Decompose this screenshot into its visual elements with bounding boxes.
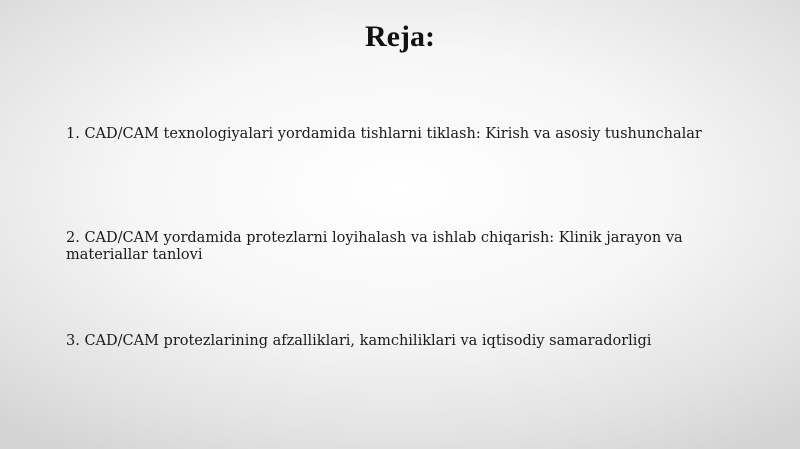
agenda-item-2: 2. CAD/CAM yordamida protezlarni loyihalash va ishlab chiqarish: Klinik jarayon va materiallar tanlovi bbox=[66, 230, 683, 263]
slide-title: Reja: bbox=[365, 20, 435, 53]
agenda-item-3: 3. CAD/CAM protezlarining afzalliklari, kamchiliklari va iqtisodiy samaradorligi bbox=[66, 333, 652, 349]
agenda-item-1: 1. CAD/CAM texnologiyalari yordamida tishlarni tiklash: Kirish va asosiy tushunchalar bbox=[66, 126, 702, 142]
